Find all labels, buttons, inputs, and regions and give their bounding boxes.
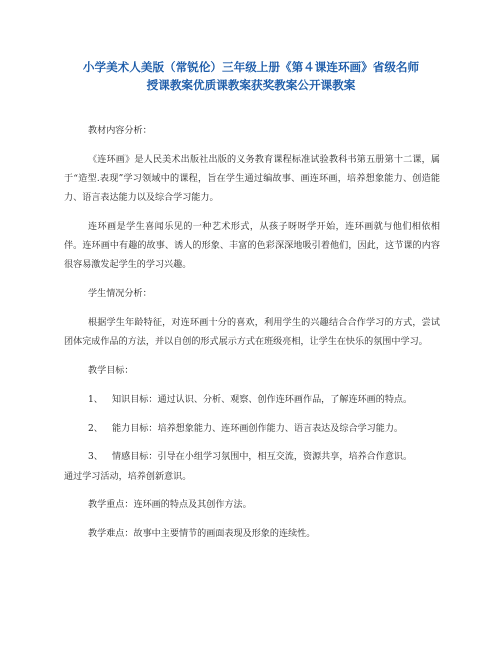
goal-item-1 [64, 391, 440, 410]
goal-number: 2、 [88, 423, 103, 434]
goal-text: 能力目标：培养想象能力、连环画创作能力、语言表达及综合学习能力。 [112, 423, 404, 434]
document-title-line-1: 小学美术人美版（常锐伦）三年级上册《第４课连环画》省级名师 [82, 60, 420, 74]
section-heading-teaching-goals: 教学目标： [88, 366, 134, 376]
goal-number: 1、 [88, 394, 103, 405]
section-heading-student-analysis: 学生情况分析： [88, 289, 152, 300]
goal-text: 情感目标：引导在小组学习氛围中，相互交流，资源共享，培养合作意识。 [112, 452, 413, 463]
goal-3-continuation: 通过学习活动，培养创新意识。 [64, 471, 192, 482]
teaching-key-point: 教学重点：连环画的特点及其创作方法。 [88, 500, 252, 511]
goal-item-3 [64, 448, 440, 467]
paragraph-textbook-intro: 《连环画》是人民美术出版社出版的义务教育课程标准试验教科书第五册第十二课，属于“造型.表现”学习领域中的课程，旨在学生通过编故事、画连环画，培养想象能力、创造能力、语言表达能力以及综合学习能力。 [64, 154, 440, 204]
paragraph-student-analysis: 根据学生年龄特征，对连环画十分的喜欢，利用学生的兴趣结合合作学习的方式，尝试团体完成作品的方法，并以自创的形式展示方式在班级亮相，让学生在快乐的氛围中学习。 [64, 318, 440, 348]
section-heading-content-analysis: 教材内容分析： [88, 126, 152, 136]
document-body [64, 122, 440, 554]
goal-item-2 [64, 420, 440, 439]
paragraph-comic-appeal: 连环画是学生喜闻乐见的一种艺术形式，从孩子呀呀学开始，连环画就与他们相依相伴。连环画中有趣的故事、诱人的形象、丰富的色彩深深地吸引着他们，因此，这节课的内容很容易激发起学生的学习兴趣。 [64, 222, 440, 271]
goal-number: 3、 [88, 452, 103, 463]
goal-text: 知识目标：通过认识、分析、观察、创作连环画作品，了解连环画的特点。 [112, 394, 413, 405]
document-title-line-2: 授课教案优质课教案获奖教案公开课教案 [146, 78, 356, 92]
teaching-difficulty: 教学难点：故事中主要情节的画面表现及形象的连续性。 [88, 529, 316, 540]
